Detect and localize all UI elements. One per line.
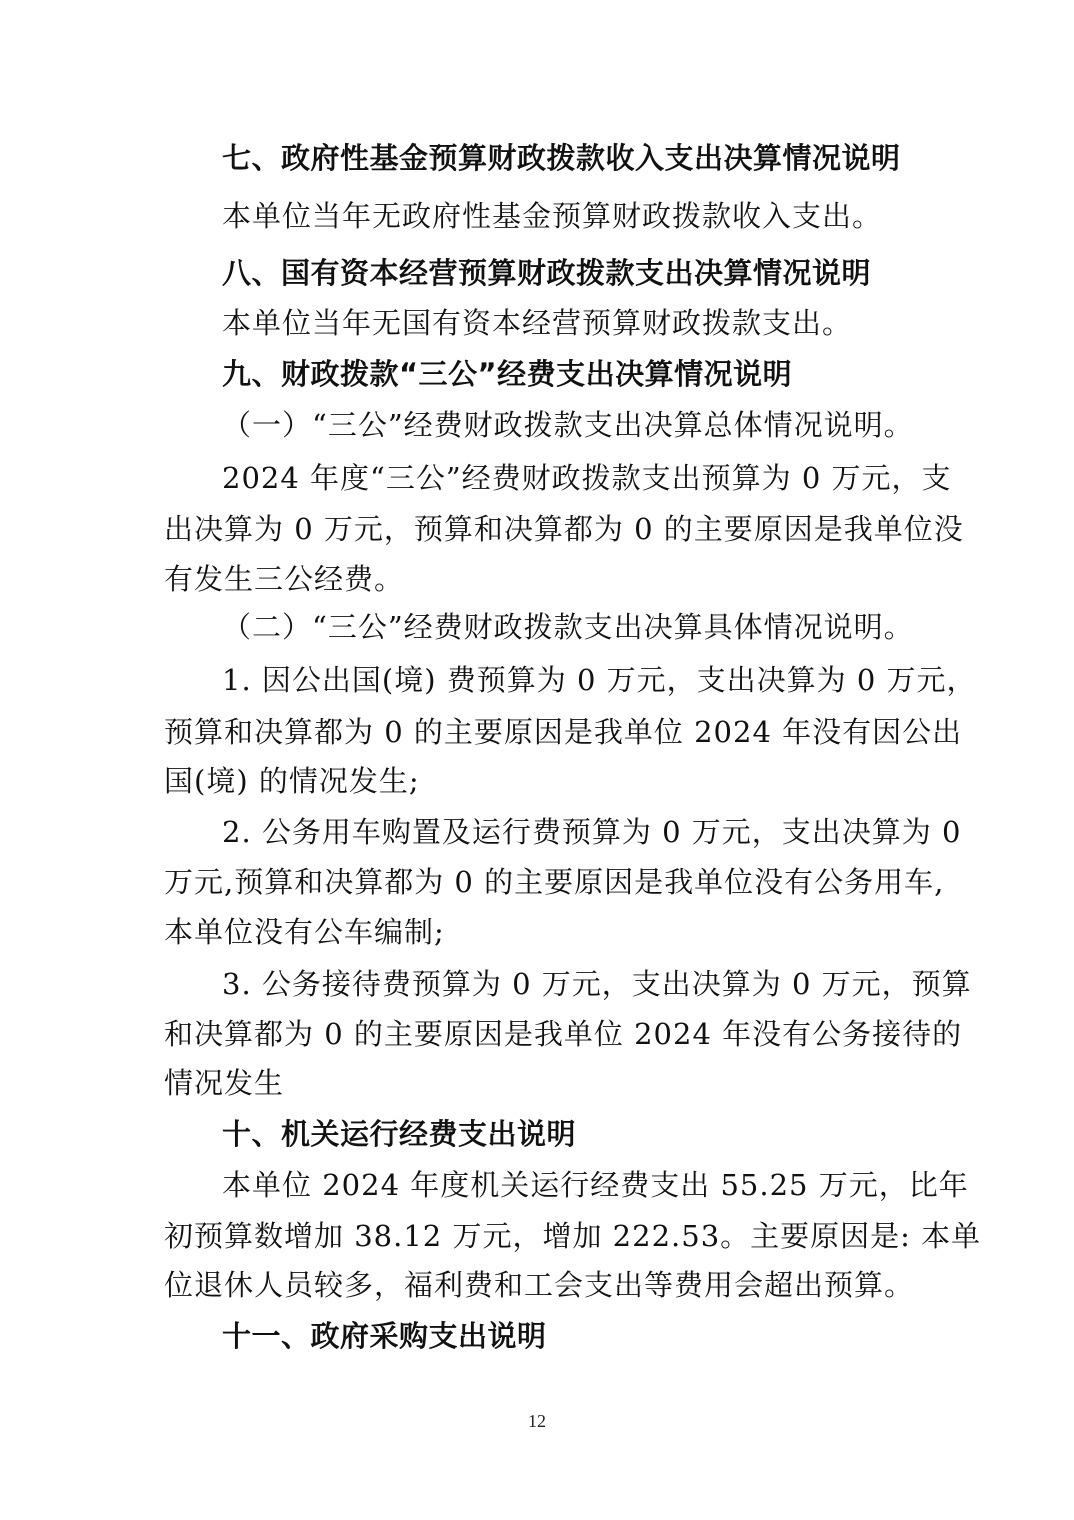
section-9-sub1-body-line-3: 有发生三公经费。 bbox=[164, 562, 405, 596]
section-7-heading: 七、政府性基金预算财政拨款收入支出决算情况说明 bbox=[222, 141, 901, 175]
item-3-line-3: 情况发生 bbox=[164, 1066, 285, 1100]
section-9-sub1-body-line-2: 出决算为 0 万元，预算和决算都为 0 的主要原因是我单位没 bbox=[164, 512, 964, 546]
section-10-body-line-2: 初预算数增加 38.12 万元，增加 222.53。主要原因是: 本单 bbox=[164, 1219, 982, 1253]
section-8-heading: 八、国有资本经营预算财政拨款支出决算情况说明 bbox=[222, 256, 872, 290]
item-3-line-1: 3. 公务接待费预算为 0 万元，支出决算为 0 万元，预算 bbox=[222, 967, 972, 1001]
section-8-body: 本单位当年无国有资本经营预算财政拨款支出。 bbox=[222, 306, 853, 340]
section-9-sub1-body-line-1: 2024 年度“三公”经费财政拨款支出预算为 0 万元，支 bbox=[222, 461, 952, 495]
section-7-body: 本单位当年无政府性基金预算财政拨款收入支出。 bbox=[222, 199, 883, 233]
page-number: 12 bbox=[528, 1411, 546, 1431]
item-2-line-1: 2. 公务用车购置及运行费预算为 0 万元，支出决算为 0 bbox=[222, 815, 962, 849]
item-2-line-3: 本单位没有公车编制; bbox=[164, 915, 445, 949]
section-9-sub1-title: （一）“三公”经费财政拨款支出决算总体情况说明。 bbox=[222, 408, 914, 442]
section-11-heading: 十一、政府采购支出说明 bbox=[222, 1319, 547, 1353]
item-1-line-1: 1. 因公出国(境) 费预算为 0 万元，支出决算为 0 万元， bbox=[222, 663, 977, 697]
section-9-heading: 九、财政拨款“三公”经费支出决算情况说明 bbox=[222, 357, 793, 391]
item-2-line-2: 万元,预算和决算都为 0 的主要原因是我单位没有公务用车, bbox=[164, 865, 945, 899]
section-10-body-line-1: 本单位 2024 年度机关运行经费支出 55.25 万元，比年 bbox=[222, 1168, 969, 1202]
item-3-line-2: 和决算都为 0 的主要原因是我单位 2024 年没有公务接待的 bbox=[164, 1017, 963, 1051]
item-1-line-3: 国(境) 的情况发生; bbox=[164, 764, 420, 798]
item-1-line-2: 预算和决算都为 0 的主要原因是我单位 2024 年没有因公出 bbox=[164, 715, 963, 749]
section-10-body-line-3: 位退休人员较多，福利费和工会支出等费用会超出预算。 bbox=[164, 1268, 915, 1302]
section-9-sub2-title: （二）“三公”经费财政拨款支出决算具体情况说明。 bbox=[222, 610, 914, 644]
section-10-heading: 十、机关运行经费支出说明 bbox=[222, 1117, 577, 1151]
